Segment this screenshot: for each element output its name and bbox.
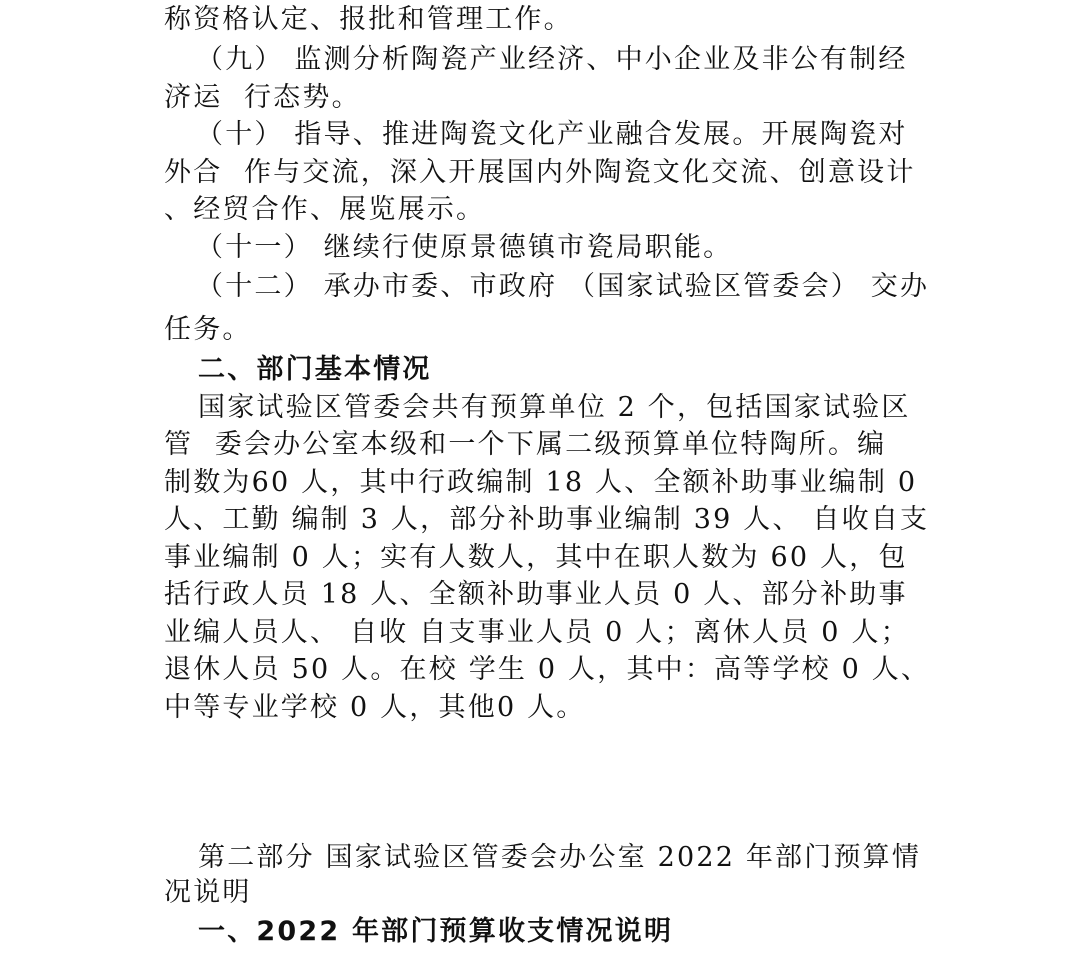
paragraph-line: 事业编制 0 人；实有人数人，其中在职人数为 60 人，包 (164, 542, 908, 573)
part-title: 第二部分 国家试验区管委会办公室 2022 年部门预算情 (198, 842, 922, 873)
paragraph-line: 制数为60 人，其中行政编制 18 人、全额补助事业编制 0 (164, 467, 918, 498)
paragraph-line: 国家试验区管委会共有预算单位 2 个，包括国家试验区 (198, 392, 911, 423)
list-item-10: （十） 指导、推进陶瓷文化产业融合发展。开展陶瓷对 (196, 119, 908, 150)
part-title-cont: 况说明 (164, 877, 252, 908)
paragraph-line: 中等专业学校 0 人，其他0 人。 (164, 692, 586, 723)
paragraph-line: 管 委会办公室本级和一个下属二级预算单位特陶所。编 (164, 429, 887, 460)
paragraph-line: 外合 作与交流，深入开展国内外陶瓷文化交流、创意设计 (164, 157, 916, 188)
list-item-9: （九） 监测分析陶瓷产业经济、中小企业及非公有制经 (196, 44, 908, 75)
list-item-11: （十一） 继续行使原景德镇市瓷局职能。 (196, 232, 733, 263)
paragraph-line: 业编人员人、 自收 自支事业人员 0 人；离休人员 0 人； (164, 617, 910, 648)
paragraph-line: 退休人员 50 人。在校 学生 0 人，其中：高等学校 0 人、 (164, 654, 931, 685)
paragraph-line: 、经贸合作、展览展示。 (164, 194, 486, 225)
paragraph-line: 称资格认定、报批和管理工作。 (164, 4, 573, 35)
paragraph-line: 括行政人员 18 人、全额补助事业人员 0 人、部分补助事 (164, 579, 908, 610)
paragraph-line: 人、工勤 编制 3 人，部分补助事业编制 39 人、 自收自支 (164, 504, 930, 535)
list-item-12: （十二） 承办市委、市政府 （国家试验区管委会） 交办 (196, 271, 930, 302)
paragraph-line: 任务。 (164, 314, 252, 345)
section-heading: 二、部门基本情况 (198, 354, 432, 385)
section-heading: 一、2022 年部门预算收支情况说明 (198, 916, 674, 947)
paragraph-line: 济运 行态势。 (164, 82, 361, 113)
